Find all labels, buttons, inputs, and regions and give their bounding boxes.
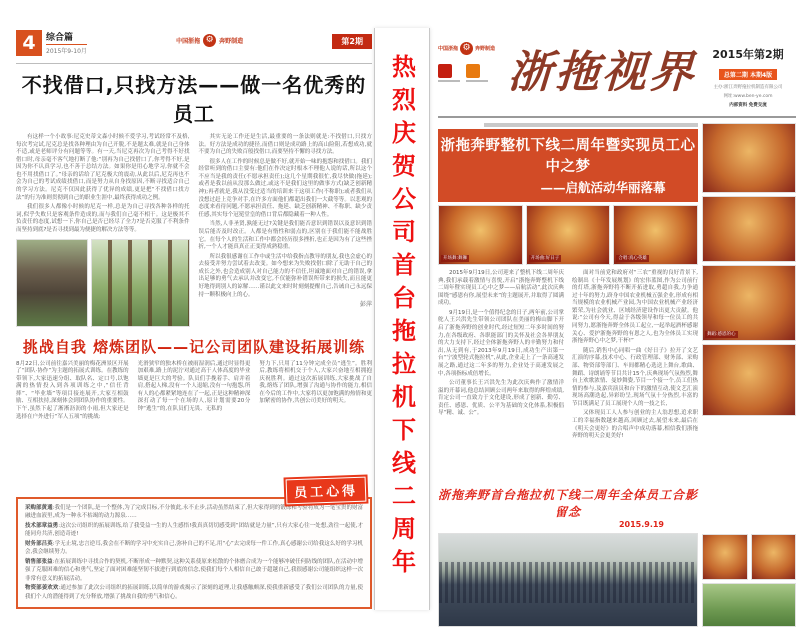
photo-dance-scene xyxy=(702,583,796,627)
note-author: 销售部张益 xyxy=(25,558,53,565)
anniversary-article-col2 xyxy=(572,270,698,482)
note-item: 物资部姜欢欢:通过参加了此次公司组织的拓展训练,以简单的游戏揭示了深刻的道理,让我感触颇深,使我重新感受了我们公司团队的力量,使我们个人的潜能得到了充分释放,增强了挑战自我的勇气和信心。 xyxy=(25,585,363,600)
article1-paragraph: 我们很多人都像小时候的尼克一样,总是为自己寻找各种各样的托词,似乎失败只是客观条件造成的,而与我们自己毫不相干。这是极其不负责任的态度,试想一下,你自己是否已经尽了全力?是否克服了不利条件而坚持到底?是否寻找到最为便捷的解决方法等等。 xyxy=(16,204,190,233)
brand-logo-right-text: 奔野制造 xyxy=(475,46,496,52)
header-divider xyxy=(16,63,372,64)
article1-paragraph: 当然,人非圣贤,孰能无过?关键是我们能否意识到错误以及意识到错误后能否及时改正。人都是有惰性和弱点的,区别在于我们能不能战胜它。在每个人的生活和工作中都会经历很多挫折,也正是因为有了这些挫折,一个人才能真真正正变得成熟稳重。 xyxy=(198,221,372,251)
article1-paragraph: 所以我很感谢在工作中或生活中给我指点教导的朋友,我也会虚心的去接受并努力尝试着去改变。如今想来为失败找借口除了无助于自己的成长之外,也会造成别人对自己能力的不信任,坦诚地面对自己的错误,拿出足够的勇气去承认并改变它,不仅能弥补错误所带来的损失,而且能更好地得到别人的谅解……谨以此文来时时刻刻提醒自己,告诫自己永远保持一颗积极向上的心。 xyxy=(198,253,372,298)
anniversary-article xyxy=(438,270,698,482)
note-author: 物资部姜欢欢 xyxy=(25,585,59,592)
headline-line1: 浙拖奔野整机下线二周年暨实现员工心中之梦 xyxy=(440,138,696,175)
photo-group-staff xyxy=(438,533,698,627)
photo-chorus xyxy=(613,205,698,265)
newspaper-title: 浙拖视界 xyxy=(506,47,698,98)
masthead-divider xyxy=(438,116,796,118)
brand-logo xyxy=(87,34,333,47)
photo-stage-performance xyxy=(702,123,796,193)
article1-paragraph: 有这样一个小故事:尼克史蒂文森小时候不爱学习,考试经常不及格,每次考完试,尼克总是找各种理由为自己开脱,不是题太难,就是自己身体不适,或是老师评分有问题等等。有一天,当尼克再次为自己考得不好找借口时,母亲毫不客气地打断了他:“别再为自己找借口了,你考得不好,是因为你不认真学习,也不善于总结方法。如果你是用心地学习,你就不会也不用找借口了。”母亲的话给了尼克极大的震动,从此以后,尼克再也不会为自己的考试成绩找借口,而是努力从自身找原因,不断寻找适合自己的学习方法。尼克不仅因此获得了优异的成绩,更是把“不找借口找方法”的行为准则贯彻到自己的职业生涯中,最终获得成功之例。 xyxy=(16,134,190,201)
article2-column-2: 光滑狭窄的独木桥在被雨湿润后,通过时显得更加艰难,路上的泥泞对通过高于人体高度的毕业墙更是巨大的考验。队员们手挽着手、肩并着肩,搭起人梯,没有一个人退缩,没有一句抱怨,所有人的心都紧紧地连在了一起,正是这种精神深深打动了每一个在场的人,原计划需要20分钟“逃生”的,在队员们无畏、无私的 xyxy=(137,360,251,412)
partner-logos xyxy=(438,64,504,82)
employee-notes-box xyxy=(16,497,372,610)
internal-note: 内部资料 免费交流 xyxy=(729,103,767,108)
page-number: 4 xyxy=(16,30,42,56)
article1-column-2 xyxy=(199,134,373,329)
photo-obstacle-course xyxy=(91,239,190,327)
note-author: 财务部吕英 xyxy=(25,540,53,547)
gear-icon: ⚙ xyxy=(203,34,216,47)
publisher-line: 主办:浙江奔野拖拉机制造有限公司 xyxy=(713,85,783,90)
issue-label: 2015年第2期 xyxy=(712,48,784,61)
note-text: 学无止境,忠言逆耳,我会在不断的学习中充实自己,弥补自己的不足,用“心”去完成每一件工作,真心感谢公司给我这么好的学习机会,我会继续努力。 xyxy=(25,540,363,556)
article-paragraph: 公司董事长王兴洪先生为此次庆典作了激情洋溢的开幕词,他总结回顾公司两年来取得的辉煌成绩,肯定公司一直致力于文化建设,形成了创新、勤劳、责任、感恩、优质、公平为基础的文化体系,积极倡导“精、诚、公”。 xyxy=(438,380,564,417)
photo-caption: 合唱:真心英雄 xyxy=(618,255,647,261)
article-paragraph: 又体现员工人人参与创业的主人翁思想,追求职工的幸福指数越来越高,回顾过去,展望未来,最后在《明天会更好》的合唱声中成功落幕,相信我们浙拖奔野的明天会更美好! xyxy=(572,410,698,440)
note-item: 采购部黄通:我们是一个团队,是一个整体,为了完成目标,不分彼此,永不止步,活动虽然结束了,但大家得到的锻炼和考验将成为一笔宝贵的财富融进血液里,成为一种永不枯竭的动力源泉…… xyxy=(25,504,363,520)
vertical-banner-text: 热烈庆贺公司首台拖拉机下线二周年 xyxy=(387,54,416,582)
note-author: 技术部章益勇 xyxy=(25,522,59,529)
employee-notes-section xyxy=(16,483,372,610)
center-banner-strip xyxy=(374,28,430,610)
photo-singer xyxy=(702,534,748,580)
bottom-photo-cluster xyxy=(702,534,796,627)
article1-paragraph: 很多人在工作的时候总是做不好,就开始一味的抱怨和找借口。我们经常听到的借口主要有:他们在作决定时根本不理他人说的话,所以这个不应当是我的责任(不愿承担责任);这几个星期我很忙,我尽快做(拖延);或者是我以前从没那么做过,或这不是我们这里的做事方式(缺乏创新精神);再者就是,我从没受过适当的培训来干这项工作(不称职);或者我们从没想过赶上竞争对手,在许多方面他们都超出我们一大截等等。以悲观的态度来看待问题,不愿承担责任、拖延、缺乏创新精神、不称职、缺少责任感,其实每个冠冕堂皇的借口背后都隐藏着一种人性。 xyxy=(198,158,372,218)
photo-stage-performance xyxy=(702,265,796,341)
headline-line2: ——启航活动华丽落幕 xyxy=(540,180,666,195)
article1-column-1 xyxy=(16,134,190,329)
note-text: 我们是一个团队,是一个整体,为了完成目标,不分彼此,永不止步,活动虽然结束了,但大家得到的锻炼和考验将成为一笔宝贵的财富融进血液里,成为一种永不枯竭的动力源泉…… xyxy=(25,504,363,520)
right-page-photo-sidebar xyxy=(702,123,796,627)
masthead xyxy=(438,36,796,114)
note-text: 这次公司组织的拓展训练,给了我受益一生的人生感悟!我真真切切感受到“团结就是力量”,只有大家心往一处想,劲往一起使,才能同舟共济,创造奇迹! xyxy=(25,522,363,538)
benye-logo xyxy=(466,64,480,78)
photo-caption: 舞蹈:感恩的心 xyxy=(707,331,736,337)
note-author: 采购部黄通 xyxy=(25,504,53,511)
article-paragraph: 随后,销售中心同唱一曲《好日子》拉开了文艺汇演的序幕,技术中心、行政管理部、财务部、采购部、物资部等部门、车间都精心选送上舞台,歌曲、舞蹈、诗朗诵等节目共计15个,庆典现场气氛热烈,舞台上欢歌浓情、曼妙舞姿,节目一个接一个,员工们热情的参与,及嘉宾演员和台下的激情互动,使文艺汇演现场高潮迭起,异彩纷呈,现场气氛十分热烈,丰富的节目既满足了员工展现个人的一技之长, xyxy=(572,347,698,407)
masthead-info xyxy=(700,36,796,114)
article1-author: 彭萍 xyxy=(359,301,372,309)
stage-photo-row xyxy=(438,205,698,265)
note-text: 通过参加了此次公司组织的拓展训练,以简单的游戏揭示了深刻的道理,让我感触颇深,使我重新感受了我们公司团队的力量,使我们个人的潜能得到了充分释放,增强了挑战自我的勇气和信心。 xyxy=(25,585,363,600)
section-date: 2015年9-10月 xyxy=(46,48,87,55)
article1-body xyxy=(16,134,372,329)
article-paragraph: 2015年9月19日,公司迎来了整机下线二周年庆典,我们承载着激情与喜悦,开启“浙拖奔野整机下线二周年暨实现员工心中之梦——启航活动”,此次庆典围绕“感恩有你,展望未来”的主题展开,并取得了圆满成功。 xyxy=(438,270,564,307)
article-paragraph: 面对当前党和政府对“三农”重视的良好背景下,绘制出《十年发展规划》的宏伟蓝图,作为公司前行的灯塔,浙拖奔野将不断开拓进取,勇超自我,力争通过十年的努力,跻身中国农业机械五强企业,形成有相当规模的农业机械产业园,为中国农业机械产业经济繁荣,为社会就业、区域经济建设作出更大贡献。他说:“公司有今天,得益于各级领导和每一位员工的共同努力,愿浙拖奔野全体员工起立,一起举起酒杯感谢关心、爱护浙拖奔野的有恩之人,也为全体员工实现浙拖奔野心中之梦,干杯!” xyxy=(572,270,698,345)
left-page-header xyxy=(16,30,372,60)
photo-caption: 开场舞:舞狮 xyxy=(443,255,468,261)
photo-caption: 开场曲:好日子 xyxy=(530,255,560,261)
issue-badge: 总第二期 本期4版 xyxy=(719,69,777,80)
note-item: 技术部章益勇:这次公司组织的拓展训练,给了我受益一生的人生感悟!我真真切切感受到“团结就是力量”,只有大家心往一处想,劲往一起使,才能同舟共济,创造奇迹! xyxy=(25,522,363,538)
note-item: 财务部吕英:学无止境,忠言逆耳,我会在不断的学习中充实自己,弥补自己的不足,用“心”去完成每一件工作,真心感谢公司给我这么好的学习机会,我会继续努力。 xyxy=(25,540,363,556)
website-line: 网址:www.ben-ye.com xyxy=(723,94,773,99)
photo-wall-climb xyxy=(16,239,88,327)
newspaper-page-left xyxy=(16,30,372,610)
photo-opening-song xyxy=(526,205,611,265)
article2-column-3: 努力下,只用了11分钟完成全员“逃生”。胜利后,教练将相机交于个人,大家兴奋地互相拥抱庆祝胜利。通过这次拓展训练,大家挑战了自我,熔炼了团队,增强了沟通与协作的能力,相信在今后的工作中,大家将以更加饱满的热情和更加紧密的协作,共创公司美好的明天。 xyxy=(259,360,373,405)
brand-logo-right-text: 奔野制造 xyxy=(219,38,244,45)
photo-dancer xyxy=(751,534,797,580)
group-photo-banner: 浙拖奔野首台拖拉机下线二周年全体员工合影留念 xyxy=(438,488,699,519)
headline-topbar xyxy=(484,123,698,127)
headline-box xyxy=(438,129,698,202)
note-text: 在拓展训练中寻找合作的契机,不断形成一种默契,这种关系使原来松散的个体磨合成为一个能够冲破任何防线的团队,在活动中增强了克服困难的信心和勇气,坚定了面对困难能坚韧不拔进行到底的信念,使我们每个人相信自己敢于超越自己,我很感谢公司能组织这样一次非常有意义的拓展活动。 xyxy=(25,558,363,582)
group-photo-date: 2015.9.19 xyxy=(618,520,664,529)
article2-body xyxy=(16,361,372,483)
photo-stage-performance xyxy=(702,344,796,416)
right-page-left-column xyxy=(438,123,698,627)
photo-stage-performance xyxy=(702,196,796,262)
brand-logo-left-text: 中国浙拖 xyxy=(438,46,459,52)
photo-lion-dance xyxy=(438,205,523,265)
employee-notes-badge: 员工心得 xyxy=(286,476,367,504)
article2-column-1: 8月22日,公司前往嘉兴美丽的梅花洲景区开展了“团队·协作”为主题的拓展式训练。在教练的带领下,大家迅速分组、取队名、定口号,以饱满的热情投入到各项训练之中,“信任背摔”、“毕业墙”等项目接连展开,大家互相鼓励、互相扶持,深刻体会到团队协作的重要性。下午,虽然下起了淅淅沥沥的小雨,但大家还是选择在户外进行“军人五项”的挑战: xyxy=(16,360,129,420)
article2-title: 挑战自我 熔炼团队——记公司团队建设拓展训练 xyxy=(22,337,366,356)
emblem-logo xyxy=(438,64,452,78)
article-paragraph: 9月19日,是一个值得纪念的日子,两年前,公司掌舵人王兴洪先生带领公司团队在美丽的梅山脚下开启了浙拖奔野的创业时代,经过短短二年多时间的努力,在各级政府、各职能部门的关怀及社会各界朋友的大力支持下,经过全体浙拖奔野人的辛勤努力和付出,从无到有,于2013年9月19日,成功生产出第一台“宁波型轮式拖拉机”,从此,企业走上了一条高速发展之路,通过这二年多的努力,企业处于高速发展之中,各项指标成倍增长。 xyxy=(438,309,564,377)
brand-logo-left-text: 中国浙拖 xyxy=(176,38,201,45)
training-photos xyxy=(16,239,190,327)
note-item: 销售部张益:在拓展训练中寻找合作的契机,不断形成一种默契,这种关系使原来松散的个体磨合成为一个能够冲破任何防线的团队,在活动中增强了克服困难的信心和勇气,坚定了面对困难能坚韧不拔进行到底的信念,使我们每个人相信自己敢于超越自己,我很感谢公司能组织这样一次非常有意义的拓展活动。 xyxy=(25,558,363,582)
section-title: 综合篇 xyxy=(46,30,87,45)
masthead-logos xyxy=(438,36,504,114)
article1-title: 不找借口,只找方法——做一名优秀的员工 xyxy=(21,73,367,126)
gear-icon: ⚙ xyxy=(460,42,473,55)
right-page-main xyxy=(438,123,796,627)
issue-badge: 第2期 xyxy=(332,34,372,49)
newspaper-page-right xyxy=(438,36,796,610)
anniversary-article-col1 xyxy=(438,270,564,482)
article1-paragraph: 其实无论工作还是生活,最重要的一条法则就是:不找借口,只找方法。好方法是成功的捷径,而借口则是成功路上的高山险阻,若想成功,就不要为自己的失败百般找借口,而要坚持不懈的寻找方法。 xyxy=(198,134,372,156)
